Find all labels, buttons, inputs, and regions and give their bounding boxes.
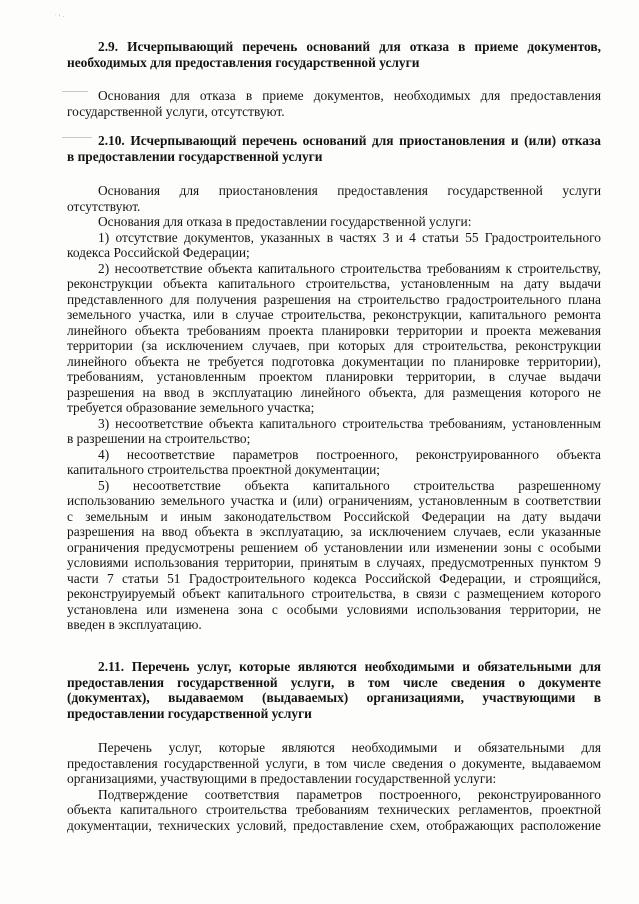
list-item-line: линейного объекта не требуется подготовка документации по планировке территории),: [67, 353, 601, 369]
list-item-line: 3) несоответствие объекта капитального строительства требованиям, установленным: [98, 415, 601, 431]
list-item-line: разрешения на ввод объекта в эксплуатацию, за исключением случаев, если указанные: [67, 524, 601, 539]
text-line: объекта капитального строительства требованиям технических регламентов, проектной: [67, 802, 601, 817]
list-item-line: 4) несоответствие параметров построенного, реконструированного объекта: [98, 446, 601, 462]
list-item-line: требованиям, установленным проектом планировки территории, в случае выдачи: [67, 369, 601, 384]
text-line: организациями, участвующими в предоставлении государственной услуги:: [67, 771, 497, 786]
list-item-line: разрешения на ввод в эксплуатацию линейного объекта, для размещения которого не: [67, 384, 601, 400]
text-line: отсутствуют.: [67, 198, 141, 214]
heading-line: (документах), выдаваемом (выдаваемых) организациями, участвующими в: [67, 690, 601, 705]
text-line: Основания для отказа в предоставлении государственной услуги:: [98, 214, 472, 229]
list-item-line: установлена или изменена зона с особыми условиями использования территории, не: [67, 601, 601, 617]
text-line: документации, технических условий, предоставление схем, отображающих расположение: [67, 817, 601, 833]
heading-line: необходимых для предоставления государственной услуги: [67, 54, 420, 70]
heading-line: предоставлении государственной услуги: [67, 705, 312, 721]
list-item-line: земельного участка, или в случае строительства, реконструкции, капитального ремонта: [67, 307, 601, 322]
list-item-line: 2) несоответствие объекта капитального строительства требованиям к строительству,: [98, 260, 601, 276]
heading-line: 2.10. Исчерпывающий перечень оснований для приостановления и (или) отказа: [98, 133, 601, 148]
text-line: предоставления государственной услуги, в том числе сведения о документе, выдаваемом: [67, 755, 601, 771]
list-item-line: линейного объекта требованиям проекта планировки территории и проекта межевания: [67, 322, 601, 338]
section-2-10-body: [67, 183, 601, 633]
text-line: Подтверждение соответствия параметров построенного, реконструированного: [98, 786, 601, 802]
list-item-line: кодекса Российской Федерации;: [67, 245, 250, 260]
scan-corner-mark: ˙ ' ·: [54, 14, 65, 21]
section-2-9-paragraph: [67, 88, 601, 119]
list-item-line: в разрешении на строительство;: [67, 431, 251, 446]
list-item-line: введен в эксплуатацию.: [67, 617, 202, 632]
list-item-line: использованию земельного участка и (или) ограничениям, установленным в соответствии: [67, 493, 601, 508]
text-line: Основания для отказа в приеме документов, необходимых для предоставления: [98, 88, 601, 103]
list-item-line: требуется образование земельного участка;: [67, 400, 315, 415]
list-item-line: представленного для получения разрешения на строительство градостроительного плана: [67, 291, 601, 307]
section-2-11-body: [67, 740, 601, 833]
heading-line: в предоставлении государственной услуги: [67, 148, 323, 164]
heading-line: 2.9. Исчерпывающий перечень оснований для отказа в приеме документов,: [98, 39, 601, 54]
list-item-line: с земельным и иным законодательством Российской Федерации на дату выдачи: [67, 508, 601, 524]
section-2-9-heading: [67, 39, 601, 70]
list-item-line: реконструируемый объект капитального строительства, в связи с размещением которого: [67, 586, 601, 601]
section-2-10-heading: [67, 133, 601, 164]
list-item-line: территории (за исключением случаев, при которых для строительства, реконструкции: [67, 338, 601, 353]
heading-line: предоставления государственной услуги, в том числе сведения о документе: [67, 674, 601, 690]
list-item-line: реконструкции объекта капитального строительства, установленным на дату выдачи: [67, 276, 601, 291]
list-item-line: ограничения предусмотрены решением об установлении или изменении зоны с особыми: [67, 539, 601, 555]
list-item-line: 5) несоответствие объекта капитального строительства разрешенному: [98, 477, 601, 493]
list-item-line: условиями использования территории, принятым в случаях, предусмотренных пунктом 9: [67, 555, 601, 570]
text-line: государственной услуги, отсутствуют.: [67, 103, 285, 119]
text-line: Основания для приостановления предоставления государственной услуги: [98, 183, 601, 198]
text-line: Перечень услуг, которые являются необходимыми и обязательными для: [98, 740, 601, 755]
list-item-line: капитального строительства проектной документации;: [67, 462, 380, 477]
section-2-11-heading: [67, 659, 601, 721]
heading-line: 2.11. Перечень услуг, которые являются необходимыми и обязательными для: [98, 659, 601, 674]
list-item-line: части 7 статьи 51 Градостроительного кодекса Российской Федерации, и строящийся,: [67, 570, 601, 586]
list-item-line: 1) отсутствие документов, указанных в частях 3 и 4 статьи 55 Градостроительного: [98, 229, 601, 245]
